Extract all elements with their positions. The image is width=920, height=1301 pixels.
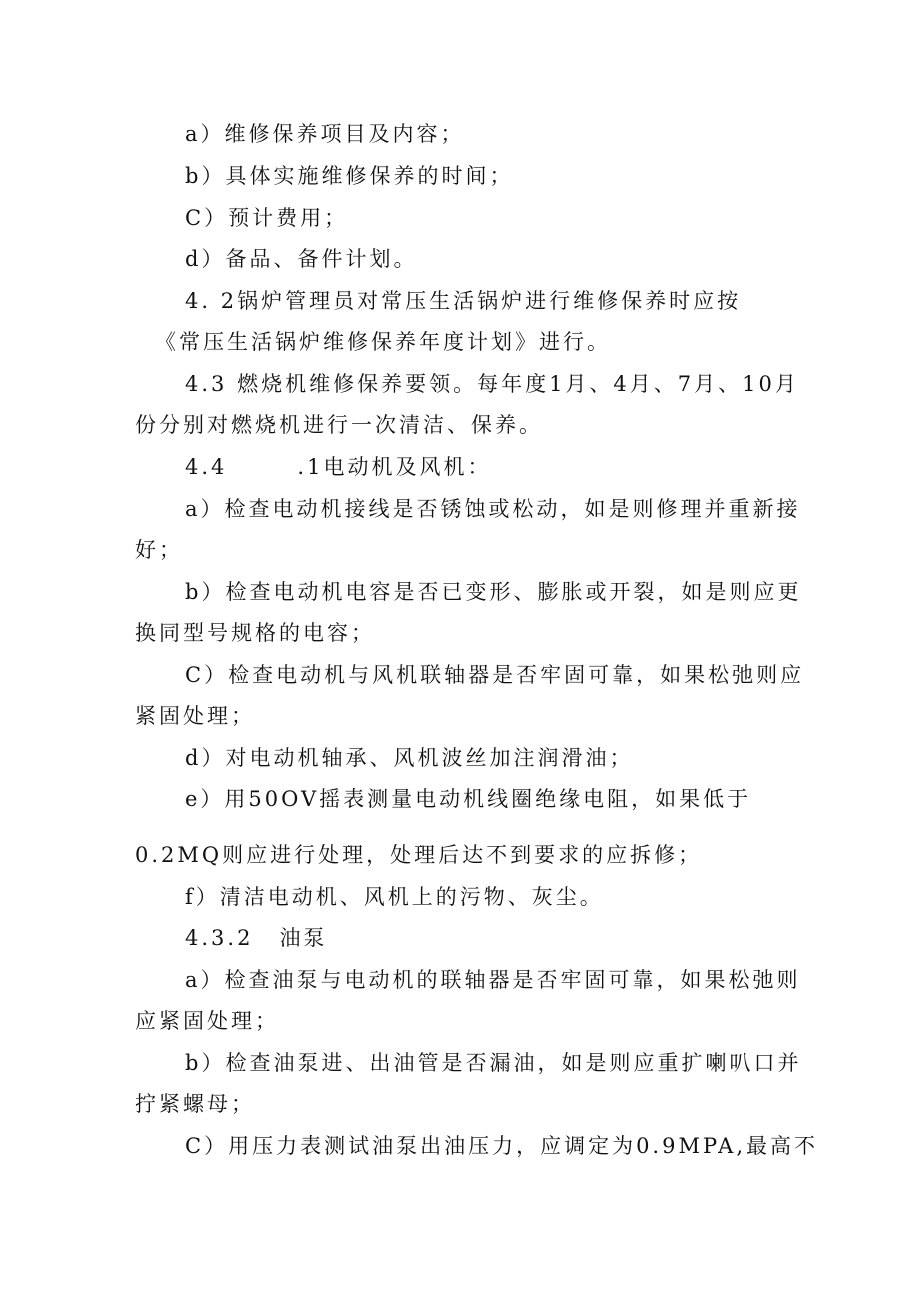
pump-item-c-line-1: C）用压力表测试油泵出油压力，应调定为0.9MPA,最高不 [185,1134,819,1158]
motor-item-a-line-1: a）检查电动机接线是否锈蚀或松动，如是则修理并重新接 [185,497,801,521]
pump-item-a-line-2: 应紧固处理； [135,1009,279,1033]
motor-item-d: d）对电动机轴承、风机波丝加注润滑油； [185,746,634,770]
section-4-3-line-2: 份分别对燃烧机进行一次清洁、保养。 [135,413,543,437]
item-c-cost: C）预计费用； [185,206,349,230]
pump-item-b-line-1: b）检查油泵进、出油管是否漏油，如是则应重扩喇叭口并 [185,1051,802,1075]
motor-item-c-line-2: 紧固处理； [135,704,255,728]
motor-item-e-line-1: e）用50OV摇表测量电动机线圈绝缘电阻，如果低于 [185,787,752,811]
section-number: 4.3.2 [185,926,254,950]
motor-item-b-line-1: b）检查电动机电容是否已变形、膨胀或开裂，如是则应更 [185,580,802,604]
motor-item-c-line-1: C）检查电动机与风机联轴器是否牢固可靠，如果松弛则应 [185,663,805,687]
item-d-spare-parts: d）备品、备件计划。 [185,247,418,271]
motor-item-f: f）清洁电动机、风机上的污物、灰尘。 [185,885,604,909]
section-number: 4.4 [185,455,228,479]
section-4-3-2-heading [185,923,327,953]
section-4-3-line-1: 4.3 燃烧机维修保养要领。每年度1月、4月、7月、10月 [185,372,799,396]
section-title: 油泵 [279,926,328,950]
pump-item-b-line-2: 拧紧螺母； [135,1092,255,1116]
motor-item-a-line-2: 好； [135,538,183,562]
section-4-2-line-1: 4. 2锅炉管理员对常压生活锅炉进行维修保养时应按 [185,289,742,313]
section-4-2-line-2: 《常压生活锅炉维修保养年度计划》进行。 [155,330,611,354]
motor-item-e-line-2: 0.2MQ则应进行处理，处理后达不到要求的应拆修； [135,843,703,867]
pump-item-a-line-1: a）检查油泵与电动机的联轴器是否牢固可靠，如果松弛则 [185,968,801,992]
item-a-maintenance-items: a）维修保养项目及内容； [185,122,465,146]
item-b-schedule: b）具体实施维修保养的时间； [185,164,514,188]
section-title: .1电动机及风机： [297,455,492,479]
section-4-4-heading [185,452,491,482]
motor-item-b-line-2: 换同型号规格的电容； [135,621,375,645]
